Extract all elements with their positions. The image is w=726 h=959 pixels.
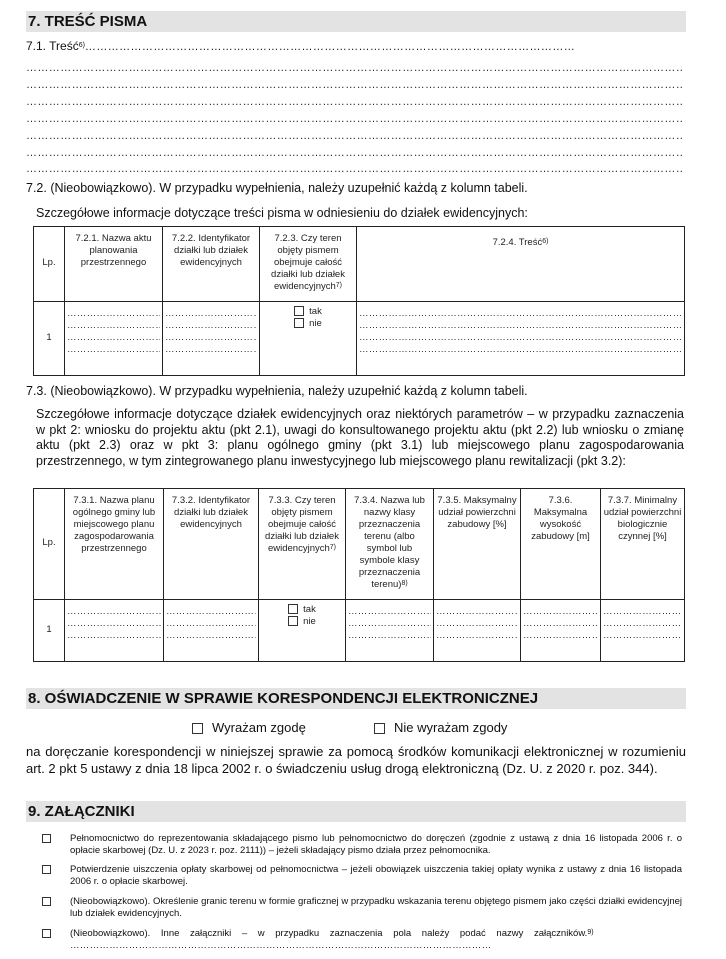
col-header-plot-id: 7.3.2. Identyfikator działki lub działek ewidencyjnych — [164, 489, 259, 600]
option-yes[interactable]: tak — [261, 604, 343, 616]
col-header-plot-id: 7.2.2. Identyfikator działki lub działek ewidencyjnych — [163, 227, 260, 302]
checkbox-no[interactable] — [288, 616, 298, 626]
plot-content-table — [33, 226, 685, 376]
attachment-item: (Nieobowiązkowo). Określenie granic terenu w formie graficznej w przypadku wskazania terenu objętego pismem jako części działki ewidencyjnej lub działek ewidencyjnych. — [42, 896, 682, 920]
consent-disagree-option[interactable]: Nie wyrażam zgody — [374, 720, 507, 735]
option-no[interactable]: nie — [262, 318, 354, 330]
attachment-item: Pełnomocnictwo do reprezentowania składającego pismo lub pełnomocnictwo do doręczeń (zgodnie z ustawą z dnia 16 listopada 2006 r. o opłacie skarbowej (Dz. U. z 2023 r. poz. 2111)) – jeżeli składający pismo działa przez pełnomocnika. — [42, 833, 682, 857]
section-7-3-heading: 7.3. (Nieobowiązkowo). W przypadku wypełnienia, należy uzupełnić każdą z kolumn tabeli. — [26, 384, 528, 398]
content-field-line[interactable] — [26, 130, 682, 142]
other-attachments-field[interactable]: ………………………………………………………………………………………………………………… — [70, 940, 492, 951]
plan-name-field[interactable] — [65, 600, 164, 662]
content-field-line[interactable] — [26, 79, 682, 91]
attachment-checkbox[interactable] — [42, 929, 51, 938]
option-no[interactable]: nie — [261, 616, 343, 628]
row-number: 1 — [34, 600, 65, 662]
attachment-item: (Nieobowiązkowo). Inne załączniki – w przypadku zaznaczenia pola należy podać nazwy załączników.$^{9)}$ ………………………………………………………………………………………………………………… — [42, 928, 682, 952]
col-header-plan-name: 7.3.1. Nazwa planu ogólnego gminy lub miejscowego planu zagospodarowania przestrzennego — [65, 489, 164, 600]
lp-header: Lp. — [34, 489, 65, 600]
attachment-checkbox[interactable] — [42, 834, 51, 843]
consent-text: na doręczanie korespondencji w niniejszej sprawie za pomocą środków komunikacji elektronicznej w rozumieniu art. 2 pkt 5 ustawy z dnia 18 lipca 2002 r. o świadczeniu usług drogą elektroniczną (Dz. U. z 2020 r. poz. 344). — [26, 744, 686, 776]
col-header-whole-plot: 7.2.3. Czy teren objęty pismem obejmuje całość działki lub działek ewidencyjnych$^{7)}$ — [260, 227, 357, 302]
plan-name-field[interactable] — [65, 302, 163, 376]
attachment-checkbox[interactable] — [42, 897, 51, 906]
content-field-line[interactable] — [26, 113, 682, 125]
col-header-land-class: 7.3.4. Nazwa lub nazwy klasy przeznaczenia terenu (albo symbol lub symbole klasy przeznaczenia terenu)$^{8)}$ — [346, 489, 434, 600]
lp-header: Lp. — [34, 227, 65, 302]
content-field-line[interactable] — [26, 96, 682, 108]
plot-content-field[interactable] — [357, 302, 685, 376]
option-yes[interactable]: tak — [262, 306, 354, 318]
section-9-title: 9. ZAŁĄCZNIKI — [26, 801, 686, 822]
section-7-3-intro: Szczegółowe informacje dotyczące działek ewidencyjnych oraz niektórych parametrów – w przypadku zaznaczenia w pkt 2: wniosku do projektu aktu (pkt 2.1), uwagi do konsultowanego projektu aktu (pkt 2.2) lub wniosku o zmianę aktu (pkt 2.3) oraz w pkt 3: planu ogólnego gminy (pkt 3.1) lub miejscowego planu zagospodarowania przestrzennego, w tym zintegrowanego planu inwestycyjnego lub miejscowego planu rewitalizacji (pkt 3.2): — [36, 407, 684, 468]
whole-plot-options — [259, 600, 346, 662]
section-7-2-intro: Szczegółowe informacje dotyczące treści pisma w odniesieniu do działek ewidencyjnych: — [36, 206, 528, 220]
content-field-line[interactable] — [26, 163, 682, 175]
checkbox-yes[interactable] — [294, 306, 304, 316]
whole-plot-options — [260, 302, 357, 376]
plot-id-field[interactable] — [164, 600, 259, 662]
consent-agree-option[interactable]: Wyrażam zgodę — [192, 720, 306, 735]
col-header-min-bio-share: 7.3.7. Minimalny udział powierzchni biologicznie czynnej [%] — [601, 489, 685, 600]
checkbox-yes[interactable] — [288, 604, 298, 614]
content-field-line[interactable] — [26, 147, 682, 159]
checkbox-no[interactable] — [294, 318, 304, 328]
col-header-content: 7.2.4. Treść$^{6)}$ — [357, 227, 685, 302]
section-7-2-heading: 7.2. (Nieobowiązkowo). W przypadku wypełnienia, należy uzupełnić każdą z kolumn tabeli. — [26, 181, 528, 195]
col-header-max-built-share: 7.3.5. Maksymalny udział powierzchni zabudowy [%] — [434, 489, 521, 600]
attachment-item: Potwierdzenie uiszczenia opłaty skarbowej od pełnomocnictwa – jeżeli obowiązek uiszczenia takiej opłaty wynika z ustawy z dnia 16 listopada 2006 r. o opłacie skarbowej. — [42, 864, 682, 888]
col-header-plan-name: 7.2.1. Nazwa aktu planowania przestrzennego — [65, 227, 163, 302]
row-number: 1 — [34, 302, 65, 376]
section-8-title: 8. OŚWIADCZENIE W SPRAWIE KORESPONDENCJI ELEKTRONICZNEJ — [26, 688, 686, 709]
content-field-label: 7.1. Treść$^{6)}$………………………………………………………………………………………………………………… — [26, 39, 576, 53]
checkbox-disagree[interactable] — [374, 723, 385, 734]
plot-parameters-table — [33, 488, 685, 662]
checkbox-agree[interactable] — [192, 723, 203, 734]
plot-id-field[interactable] — [163, 302, 260, 376]
max-height-field[interactable] — [521, 600, 601, 662]
max-built-share-field[interactable] — [434, 600, 521, 662]
section-7-title: 7. TREŚĆ PISMA — [26, 11, 686, 32]
attachment-checkbox[interactable] — [42, 865, 51, 874]
min-bio-share-field[interactable] — [601, 600, 685, 662]
content-field-line[interactable] — [26, 62, 682, 74]
col-header-max-height: 7.3.6. Maksymalna wysokość zabudowy [m] — [521, 489, 601, 600]
col-header-whole-plot: 7.3.3. Czy teren objęty pismem obejmuje całość działki lub działek ewidencyjnych$^{7)}$ — [259, 489, 346, 600]
land-class-field[interactable] — [346, 600, 434, 662]
